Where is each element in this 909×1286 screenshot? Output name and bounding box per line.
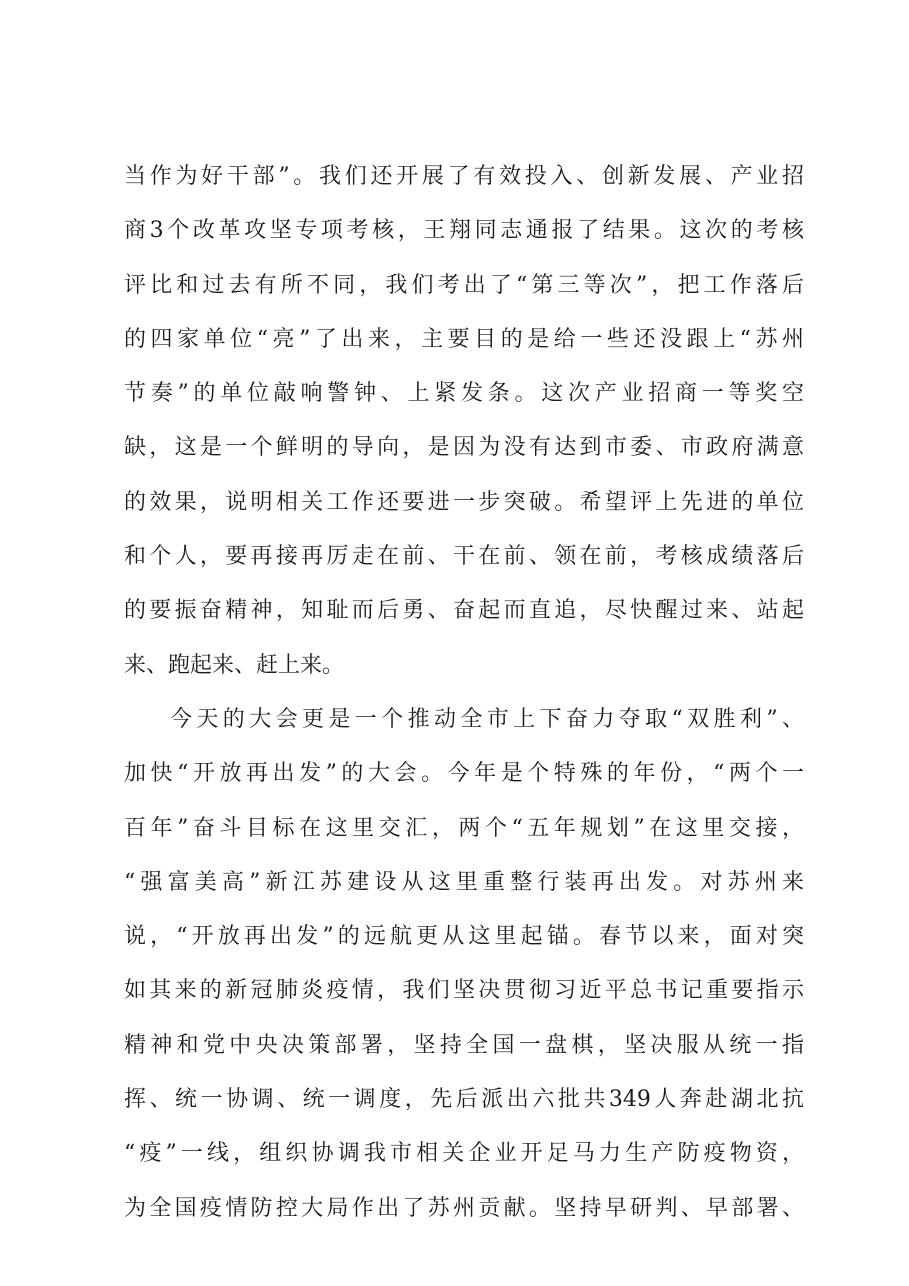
paragraph-2-line-1: 今天的大会更是一个推动全市上下奋力夺取“双胜利”、 — [170, 706, 804, 732]
paragraph-2-line-7: 精神和党中央决策部署，坚持全国一盘棋，坚决服从统一指 — [124, 1032, 804, 1058]
paragraph-2-line-8: 挥、统一协调、统一调度，先后派出六批共349人奔赴湖北抗 — [124, 1087, 804, 1113]
paragraph-2-line-2: 加快“开放再出发”的大会。今年是个特殊的年份，“两个一 — [124, 761, 804, 787]
body-text — [124, 150, 804, 1236]
paragraph-1-line-1: 当作为好干部”。我们还开展了有效投入、创新发展、产业招 — [124, 164, 804, 189]
paragraph-1-line-8: 和个人，要再接再厉走在前、干在前、领在前，考核成绩落后 — [124, 544, 804, 570]
paragraph-1-line-5: 节奏”的单位敲响警钟、上紧发条。这次产业招商一等奖空 — [124, 381, 804, 407]
paragraph-1-line-3: 评比和过去有所不同，我们考出了“第三等次”，把工作落后 — [124, 272, 804, 298]
paragraph-2-line-9: “疫”一线，组织协调我市相关企业开足马力生产防疫物资， — [124, 1141, 804, 1167]
paragraph-1-line-6: 缺，这是一个鲜明的导向，是因为没有达到市委、市政府满意 — [124, 435, 804, 461]
paragraph-2-line-5: 说，“开放再出发”的远航更从这里起锚。春节以来，面对突 — [124, 924, 804, 950]
paragraph-1-line-7: 的效果，说明相关工作还要进一步突破。希望评上先进的单位 — [124, 489, 804, 515]
paragraph-2-line-10: 为全国疫情防控大局作出了苏州贡献。坚持早研判、早部署、 — [124, 1195, 804, 1221]
paragraph-2-line-3: 百年”奋斗目标在这里交汇，两个“五年规划”在这里交接， — [124, 815, 804, 841]
paragraph-1-line-4: 的四家单位“亮”了出来，主要目的是给一些还没跟上“苏州 — [124, 326, 804, 352]
paragraph-2-line-4: “强富美高”新江苏建设从这里重整行装再出发。对苏州来 — [124, 869, 804, 895]
paragraph-1-line-9: 的要振奋精神，知耻而后勇、奋起而直追，尽快醒过来、站起 — [124, 598, 804, 624]
paragraph-1-line-2: 商3个改革攻坚专项考核，王翔同志通报了结果。这次的考核 — [124, 218, 804, 244]
paragraph-2-line-6: 如其来的新冠肺炎疫情，我们坚决贯彻习近平总书记重要指示 — [124, 978, 804, 1004]
paragraph-1-line-10: 来、跑起来、赶上来。 — [124, 652, 345, 678]
